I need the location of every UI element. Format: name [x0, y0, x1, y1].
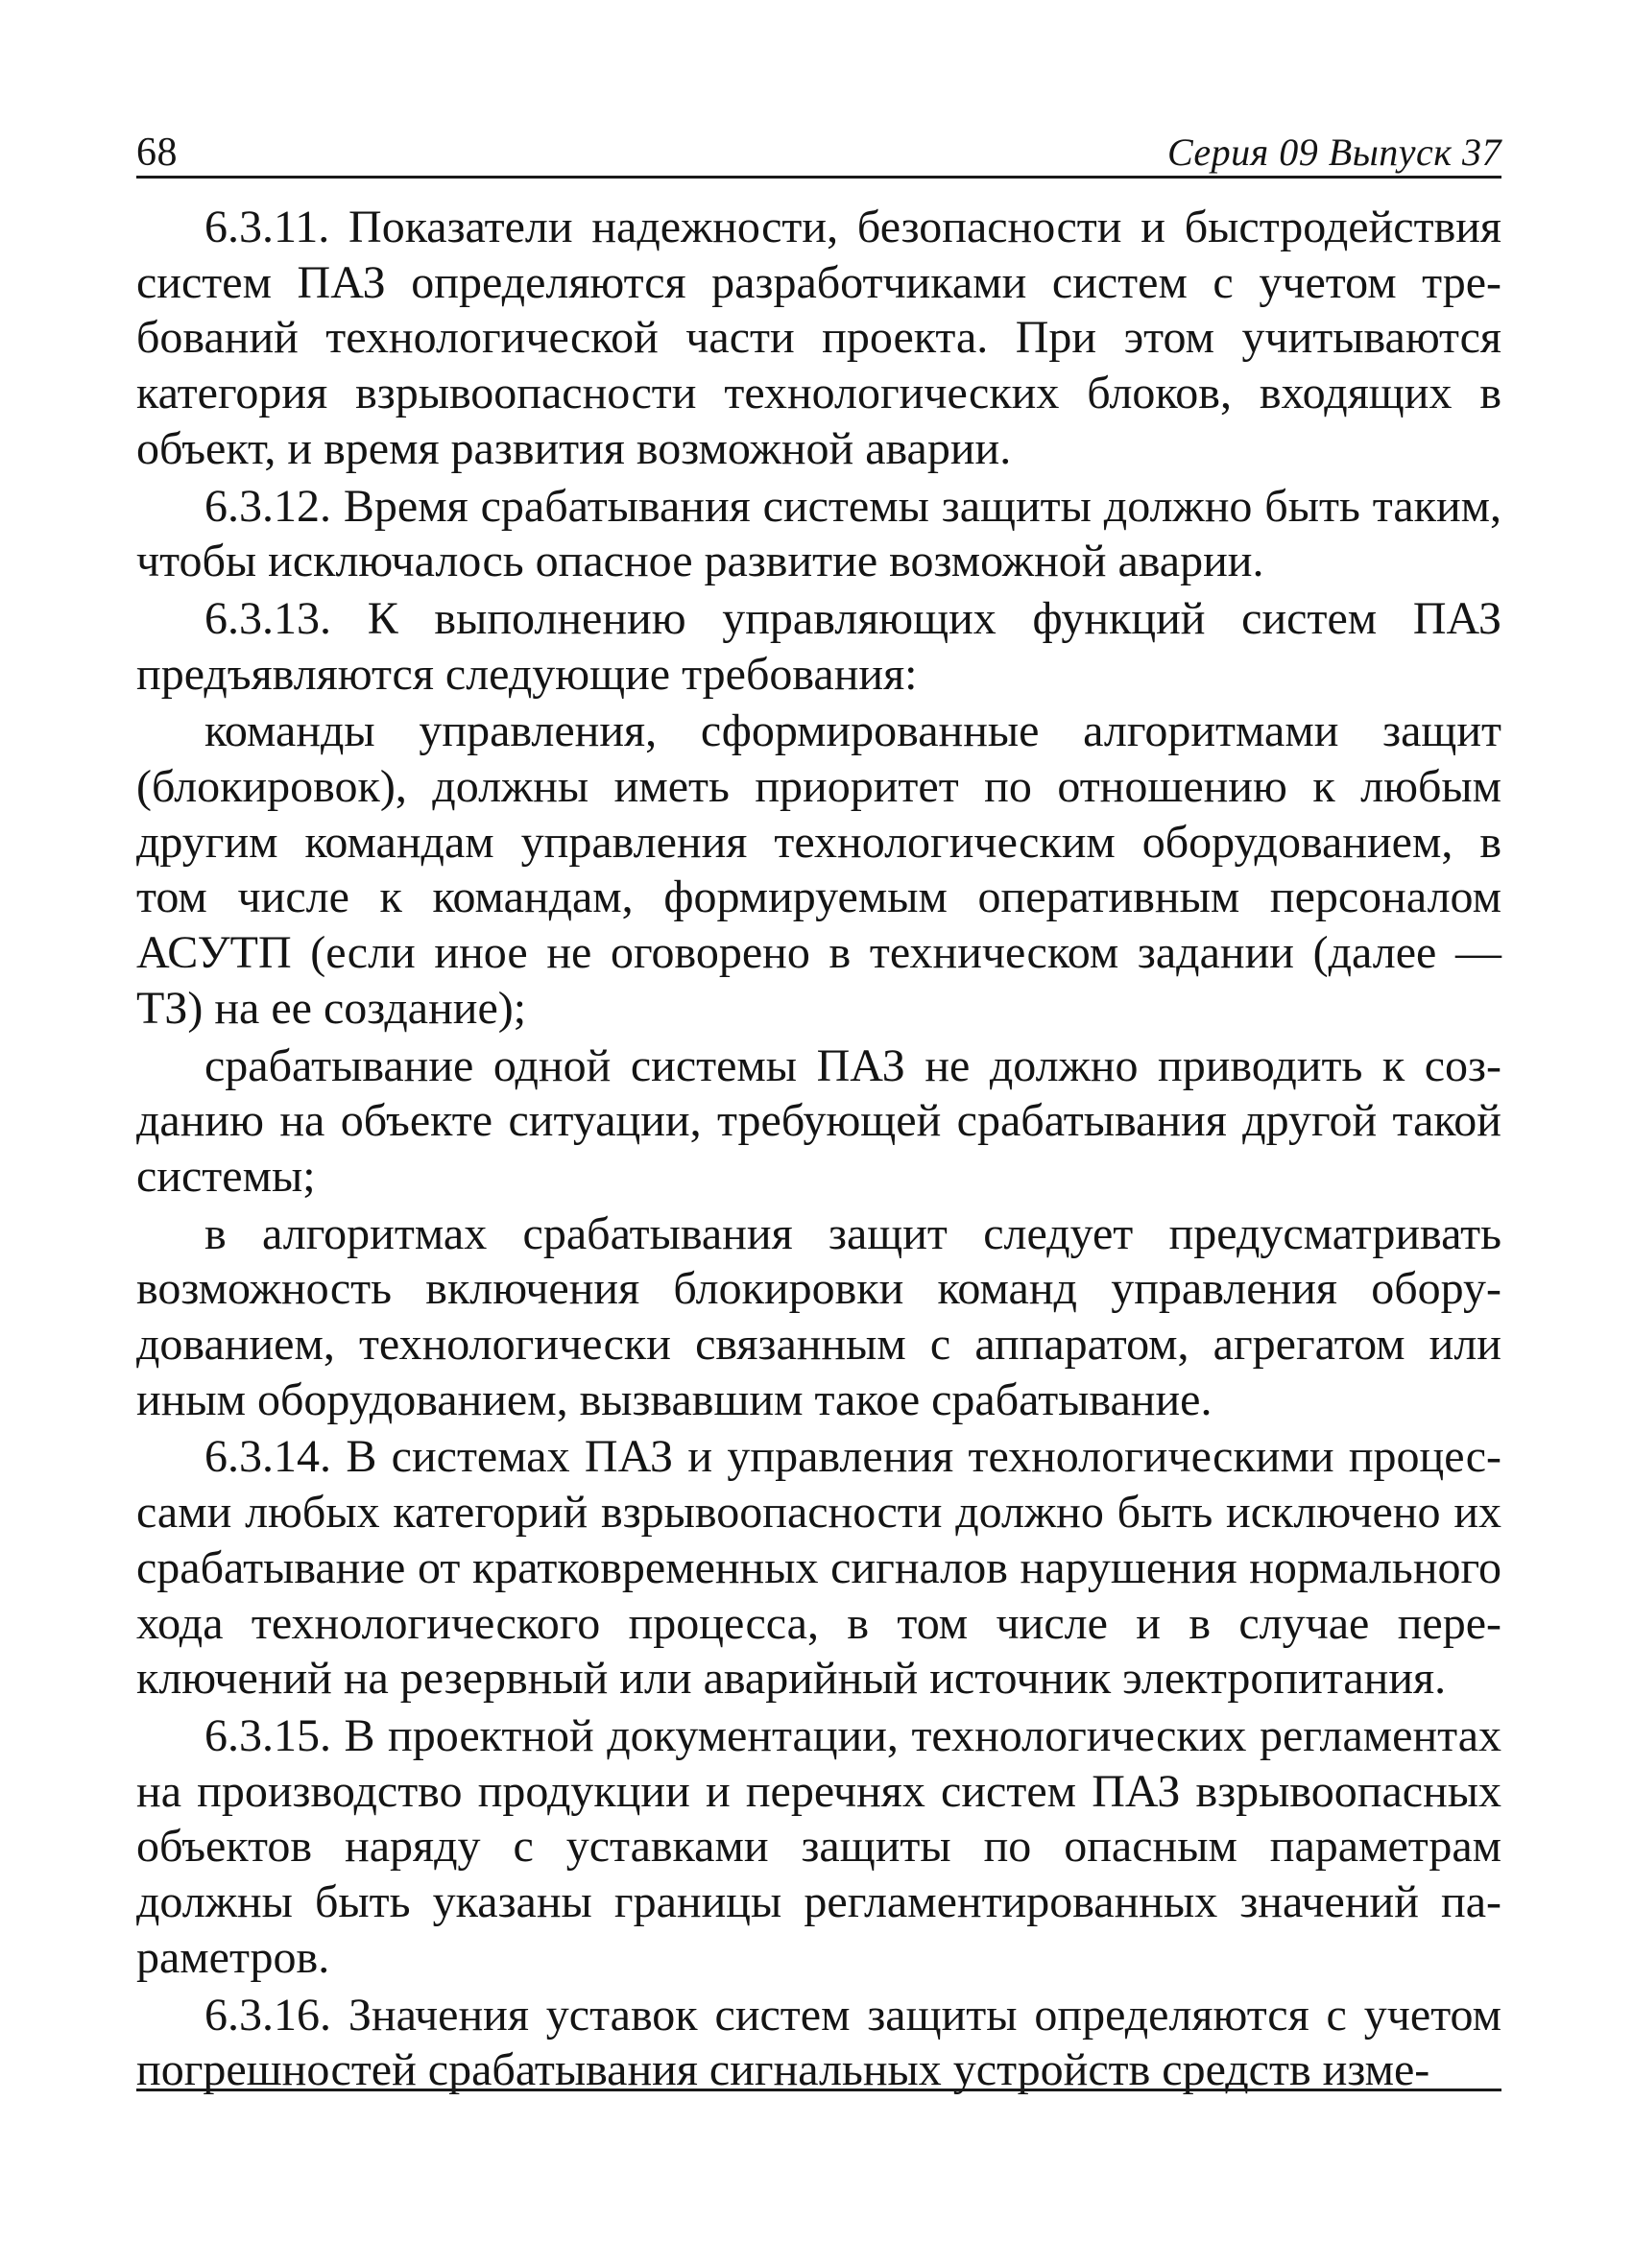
requirement-item-3: в алгоритмах срабатывания защит следует предусматривать возможность включения блокировки команд управления оборудованием, технологически связанным с аппаратом, агрегатом или иным оборудованием, вызвавшим такое срабатывание. [136, 1207, 1501, 1425]
requirement-item-1: команды управления, сформированные алгоритмами защит (блокировок), должны иметь приоритет по отношению к любым другим командам управления технологическим оборудованием, в том числе к командам, формируемым оперативным персоналом АСУТП (если иное не оговорено в техническом задании (далее — ТЗ) на ее создание); [136, 705, 1501, 1034]
paragraph-6-3-13: 6.3.13. К выполнению управляющих функций систем ПАЗ предъявляются следующие требования: [136, 592, 1501, 700]
header-rule [136, 176, 1501, 179]
running-head: Серия 09 Выпуск 37 [1166, 131, 1501, 174]
footer-rule [136, 2089, 1501, 2091]
paragraph-6-3-15: 6.3.15. В проектной документации, технологических регламентах на производство продукции и перечнях систем ПАЗ взрывоопасных объектов наряду с уставками защиты по опасным параметрам должны быть указаны границы регламентированных значений параметров. [136, 1709, 1501, 1983]
requirement-item-2: срабатывание одной системы ПАЗ не должно приводить к созданию на объекте ситуации, требующей срабатывания другой такой системы; [136, 1039, 1501, 1202]
paragraph-6-3-12: 6.3.12. Время срабатывания системы защиты должно быть таким, чтобы исключалось опасное развитие возможной аварии. [136, 480, 1501, 587]
paragraph-6-3-11: 6.3.11. Показатели надежности, безопасности и быстродействия систем ПАЗ определяются разработчиками систем с учетом требований технологической части проекта. При этом учитываются категория взрывоопасности технологических блоков, входящих в объект, и время развития возможной аварии. [136, 202, 1501, 474]
page-number: 68 [136, 131, 178, 175]
body-text [136, 200, 1501, 2100]
paragraph-6-3-14: 6.3.14. В системах ПАЗ и управления технологическими процессами любых категорий взрывоопасности должно быть исключено их срабатывание от кратковременных сигналов нарушения нормального хода технологического процесса, в том числе и в случае переключений на резервный или аварийный источник электропитания. [136, 1431, 1501, 1705]
paragraph-6-3-16: 6.3.16. Значения уставок систем защиты определяются с учетом погрешностей срабатывания сигнальных устройств средств изме- [136, 1989, 1501, 2096]
